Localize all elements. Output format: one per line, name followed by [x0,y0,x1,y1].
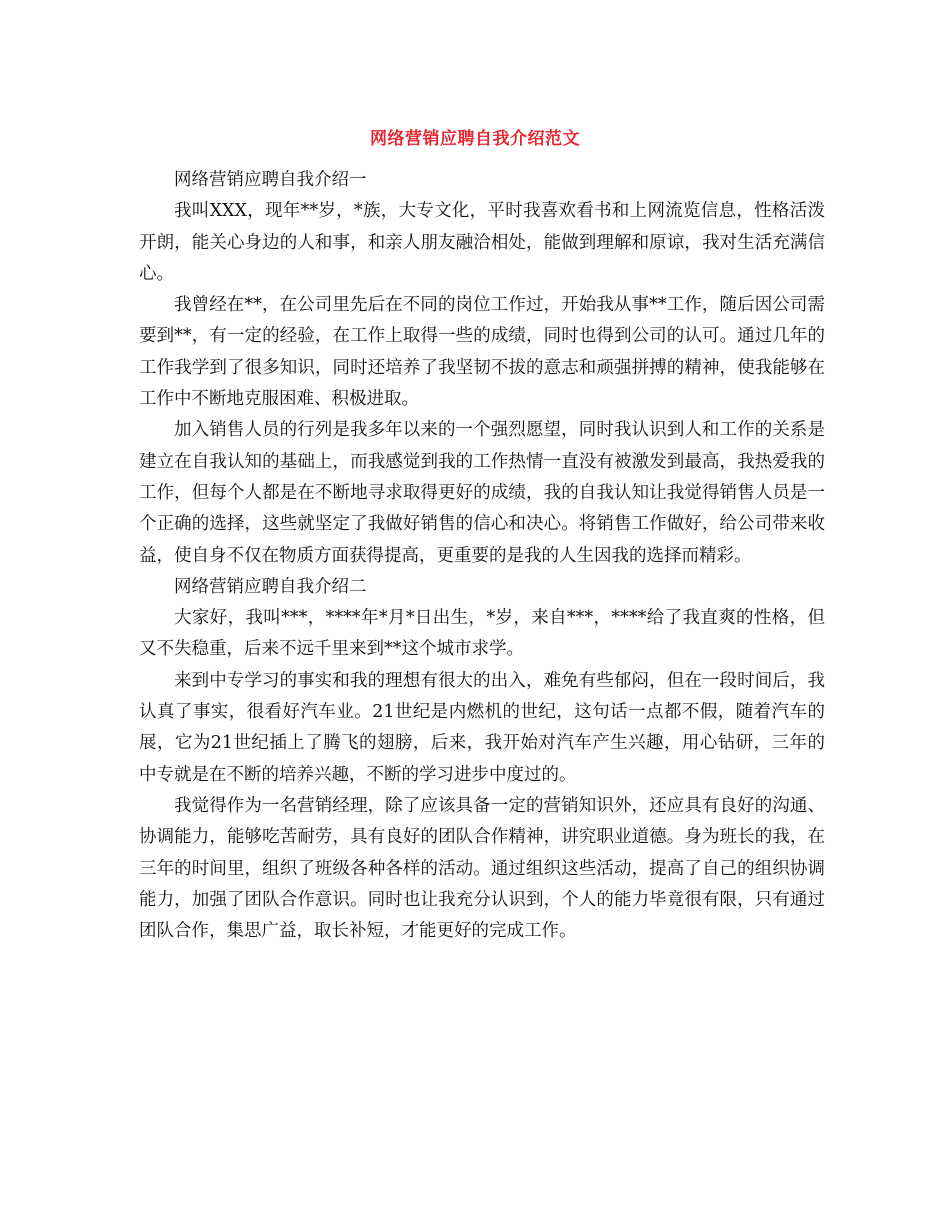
body-paragraph: 来到中专学习的事实和我的理想有很大的出入，难免有些郁闷，但在一段时间后，我认真了事实，很看好汽车业。21世纪是内燃机的世纪，这句话一点都不假，随着汽车的展，它为21世纪插上了腾飞的翅膀，后来，我开始对汽车产生兴趣，用心钻研，三年的中专就是在不断的培养兴趣，不断的学习进步中度过的。 [139,670,825,785]
body-paragraph: 我叫XXX，现年**岁，*族，大专文化，平时我喜欢看书和上网流览信息，性格活泼开朗，能关心身边的人和事，和亲人朋友融洽相处，能做到理解和原谅，我对生活充满信心。 [139,201,825,284]
body-paragraph: 我曾经在**，在公司里先后在不同的岗位工作过，开始我从事**工作，随后因公司需要到**，有一定的经验，在工作上取得一些的成绩，同时也得到公司的认可。通过几年的工作我学到了很多知识，同时还培养了我坚韧不拔的意志和顽强拼搏的精神，使我能够在工作中不断地克服困难、积极进取。 [139,295,825,410]
body-paragraph: 大家好，我叫***，****年*月*日出生，*岁，来自***，****给了我直爽的性格，但又不失稳重，后来不远千里来到**这个城市求学。 [139,608,825,660]
section-heading-2: 网络营销应聘自我介绍二 [174,576,367,597]
section-heading-1: 网络营销应聘自我介绍一 [174,170,367,190]
document-body [139,165,825,947]
body-paragraph: 加入销售人员的行列是我多年以来的一个强烈愿望，同时我认识到人和工作的关系是建立在自我认知的基础上，而我感觉到我的工作热情一直没有被激发到最高，我热爱我的工作，但每个人都是在不断地寻求取得更好的成绩，我的自我认知让我觉得销售人员是一个正确的选择，这些就坚定了我做好销售的信心和决心。将销售工作做好，给公司带来收益，使自身不仅在物质方面获得提高，更重要的是我的人生因我的选择而精彩。 [139,420,825,566]
body-paragraph: 我觉得作为一名营销经理，除了应该具备一定的营销知识外，还应具有良好的沟通、协调能力，能够吃苦耐劳，具有良好的团队合作精神，讲究职业道德。身为班长的我，在三年的时间里，组织了班级各种各样的活动。通过组织这些活动，提高了自己的组织协调能力，加强了团队合作意识。同时也让我充分认识到，个人的能力毕竟很有限，只有通过团队合作，集思广益，取长补短，才能更好的完成工作。 [139,795,825,942]
document-title: 网络营销应聘自我介绍范文 [370,129,580,149]
